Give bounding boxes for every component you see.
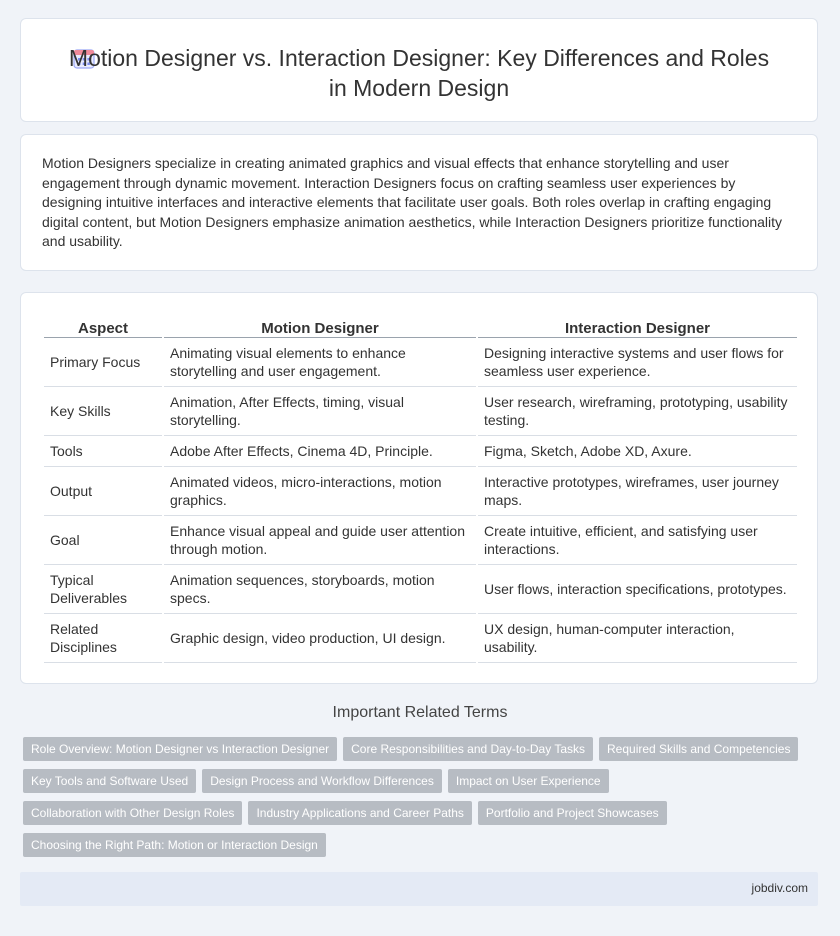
- cell-aspect: Key Skills: [44, 387, 162, 436]
- page-title: Motion Designer vs. Interaction Designer: Key Differences and Roles in Modern Design: [68, 45, 770, 101]
- table-row: [44, 467, 797, 516]
- cell-aspect: Primary Focus: [44, 338, 162, 387]
- cell-interaction: Designing interactive systems and user flows for seamless user experience.: [478, 338, 797, 387]
- cell-aspect: Typical Deliverables: [44, 565, 162, 614]
- related-term-tag[interactable]: Portfolio and Project Showcases: [478, 801, 667, 825]
- header-motion-designer: Motion Designer: [164, 315, 476, 338]
- cell-aspect: Related Disciplines: [44, 614, 162, 663]
- related-term-tag[interactable]: Choosing the Right Path: Motion or Interaction Design: [23, 833, 326, 857]
- header-aspect: Aspect: [44, 315, 162, 338]
- header-interaction-designer: Interaction Designer: [478, 315, 797, 338]
- cell-aspect: Tools: [44, 436, 162, 467]
- cell-interaction: User research, wireframing, prototyping, usability testing.: [478, 387, 797, 436]
- table-row: [44, 614, 797, 663]
- cell-motion: Graphic design, video production, UI design.: [164, 614, 476, 663]
- cell-motion: Enhance visual appeal and guide user attention through motion.: [164, 516, 476, 565]
- table-row: [44, 436, 797, 467]
- related-term-tag[interactable]: Role Overview: Motion Designer vs Interaction Designer: [23, 737, 337, 761]
- intro-card: [20, 134, 818, 271]
- comparison-table: [42, 315, 799, 663]
- cell-motion: Animated videos, micro-interactions, motion graphics.: [164, 467, 476, 516]
- related-term-tag[interactable]: Design Process and Workflow Differences: [202, 769, 442, 793]
- related-term-tag[interactable]: Industry Applications and Career Paths: [248, 801, 471, 825]
- related-term-tag[interactable]: Impact on User Experience: [448, 769, 609, 793]
- table-header-row: [44, 315, 797, 338]
- comparison-card: [20, 292, 818, 684]
- cell-interaction: UX design, human-computer interaction, usability.: [478, 614, 797, 663]
- title-card: [20, 18, 818, 122]
- cell-motion: Adobe After Effects, Cinema 4D, Principle.: [164, 436, 476, 467]
- footer: [20, 872, 818, 906]
- related-term-tag[interactable]: Collaboration with Other Design Roles: [23, 801, 242, 825]
- cell-interaction: User flows, interaction specifications, prototypes.: [478, 565, 797, 614]
- table-row: [44, 516, 797, 565]
- cell-aspect: Goal: [44, 516, 162, 565]
- cell-motion: Animation, After Effects, timing, visual storytelling.: [164, 387, 476, 436]
- intro-text: Motion Designers specialize in creating animated graphics and visual effects that enhance storytelling and user engagement through dynamic movement. Interaction Designers focus on crafting seamless user experiences by designing intuitive interfaces and interactive elements that facilitate user goals. Both roles overlap in crafting engaging digital content, but Motion Designers emphasize animation aesthetics, while Interaction Designers prioritize functionality and usability.: [42, 155, 783, 250]
- related-term-tag[interactable]: Core Responsibilities and Day-to-Day Tasks: [343, 737, 593, 761]
- table-row: [44, 338, 797, 387]
- cell-motion: Animation sequences, storyboards, motion specs.: [164, 565, 476, 614]
- cell-interaction: Figma, Sketch, Adobe XD, Axure.: [478, 436, 797, 467]
- related-terms-heading: Important Related Terms: [332, 704, 508, 721]
- related-term-tag[interactable]: Required Skills and Competencies: [599, 737, 798, 761]
- cell-aspect: Output: [44, 467, 162, 516]
- related-term-tag[interactable]: Key Tools and Software Used: [23, 769, 196, 793]
- table-row: [44, 565, 797, 614]
- cell-interaction: Interactive prototypes, wireframes, user journey maps.: [478, 467, 797, 516]
- footer-site-link[interactable]: jobdiv.com: [751, 881, 808, 895]
- table-row: [44, 387, 797, 436]
- related-terms-list: [23, 737, 813, 865]
- cell-interaction: Create intuitive, efficient, and satisfying user interactions.: [478, 516, 797, 565]
- cell-motion: Animating visual elements to enhance storytelling and user engagement.: [164, 338, 476, 387]
